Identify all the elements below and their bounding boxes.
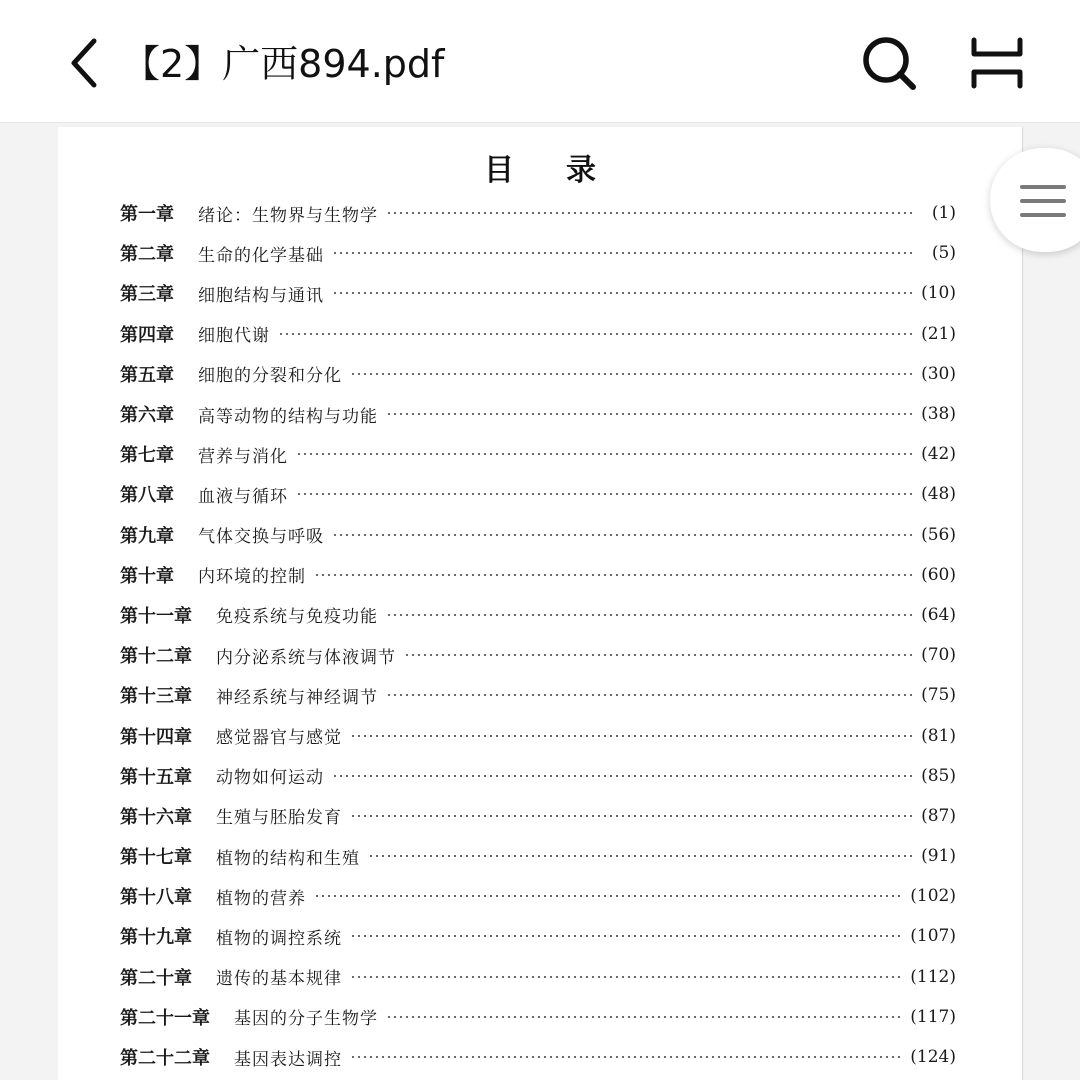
- toc-chapter-number: 第四章: [120, 324, 174, 346]
- toc-chapter-title: 植物的调控系统: [216, 928, 342, 949]
- toc-chapter-title: 高等动物的结构与功能: [198, 406, 378, 427]
- toc-row[interactable]: [120, 836, 956, 876]
- toc-chapter-number: 第十四章: [120, 726, 192, 748]
- toc-page-number: (1): [931, 203, 956, 224]
- toc-chapter-number: 第二十章: [120, 967, 192, 989]
- toc-chapter-number: 第十一章: [120, 605, 192, 627]
- toc-dot-leader: [386, 413, 913, 415]
- toc-dot-leader: [332, 292, 913, 294]
- toc-chapter-number: 第十六章: [120, 806, 192, 828]
- toc-chapter-title: 细胞的分裂和分化: [198, 366, 342, 387]
- toc-chapter-title: 气体交换与呼吸: [198, 527, 324, 548]
- toc-row[interactable]: [120, 273, 956, 313]
- toc-dot-leader: [332, 534, 913, 536]
- toc-chapter-number: 第十八章: [120, 887, 192, 909]
- top-toolbar: [0, 0, 1080, 123]
- toc-chapter-number: 第六章: [120, 405, 174, 427]
- toc-page-number: (75): [921, 685, 956, 706]
- toc-page-number: (56): [921, 524, 956, 545]
- toc-row[interactable]: [120, 555, 956, 595]
- toc-chapter-title: 神经系统与神经调节: [216, 687, 378, 708]
- back-arrow-icon: [64, 35, 104, 91]
- toc-page-number: (112): [910, 966, 956, 987]
- toc-dot-leader: [404, 654, 913, 656]
- toc-page-number: (48): [921, 484, 956, 505]
- toc-row[interactable]: [120, 796, 956, 836]
- fit-width-icon: [968, 36, 1026, 90]
- toc-chapter-number: 第二章: [120, 244, 174, 266]
- toc-page-number: (42): [921, 444, 956, 465]
- toc-chapter-number: 第十三章: [120, 686, 192, 708]
- toc-dot-leader: [350, 373, 913, 375]
- toc-chapter-number: 第十九章: [120, 927, 192, 949]
- toc-chapter-title: 基因表达调控: [234, 1049, 342, 1070]
- toc-row[interactable]: [120, 474, 956, 514]
- toc-page-number: (117): [910, 1006, 956, 1027]
- pdf-viewer[interactable]: [0, 123, 1080, 1080]
- toc-chapter-number: 第三章: [120, 284, 174, 306]
- toc-page-number: (5): [931, 243, 956, 264]
- toc-dot-leader: [350, 935, 902, 937]
- toc-page-number: (91): [921, 846, 956, 867]
- toc-dot-leader: [278, 333, 913, 335]
- toc-row[interactable]: [120, 434, 956, 474]
- toc-dot-leader: [332, 252, 914, 254]
- toc-dot-leader: [350, 815, 913, 817]
- toc-page-number: (10): [921, 283, 956, 304]
- toc-chapter-title: 内分泌系统与体液调节: [216, 647, 396, 668]
- toc-row[interactable]: [120, 957, 956, 997]
- search-button[interactable]: [856, 30, 922, 96]
- toc-page-number: (87): [921, 805, 956, 826]
- toc-chapter-number: 第十五章: [120, 766, 192, 788]
- toc-chapter-title: 动物如何运动: [216, 768, 324, 789]
- toc-dot-leader: [314, 895, 902, 897]
- toc-page-number: (107): [910, 926, 956, 947]
- toc-chapter-number: 第一章: [120, 204, 174, 226]
- toc-row[interactable]: [120, 715, 956, 755]
- menu-lines-icon: [1020, 184, 1066, 218]
- toc-chapter-title: 血液与循环: [198, 486, 288, 507]
- toc-row[interactable]: [120, 756, 956, 796]
- toc-chapter-number: 第五章: [120, 364, 174, 386]
- toc-chapter-title: 细胞代谢: [198, 326, 270, 347]
- toc-row[interactable]: [120, 997, 956, 1037]
- pdf-page: [58, 127, 1023, 1080]
- toc-chapter-title: 生命的化学基础: [198, 245, 324, 266]
- toc-dot-leader: [314, 574, 913, 576]
- toc-chapter-number: 第七章: [120, 445, 174, 467]
- document-title: 【2】广西894.pdf: [122, 42, 445, 86]
- toc-row[interactable]: [120, 515, 956, 555]
- toc-page-number: (102): [910, 886, 956, 907]
- toc-chapter-title: 绪论：生物界与生物学: [198, 205, 378, 226]
- toc-chapter-number: 第八章: [120, 485, 174, 507]
- toc-chapter-title: 免疫系统与免疫功能: [216, 607, 378, 628]
- toc-row[interactable]: [120, 394, 956, 434]
- toc-chapter-title: 内环境的控制: [198, 567, 306, 588]
- toc-row[interactable]: [120, 354, 956, 394]
- toc-dot-leader: [296, 453, 913, 455]
- toc-row[interactable]: [120, 595, 956, 635]
- page-heading: 目录: [484, 153, 648, 188]
- toc-dot-leader: [350, 976, 902, 978]
- toc-chapter-number: 第二十一章: [120, 1007, 210, 1029]
- toc-dot-leader: [386, 694, 913, 696]
- toc-chapter-title: 遗传的基本规律: [216, 969, 342, 990]
- toc-chapter-title: 感觉器官与感觉: [216, 728, 342, 749]
- back-button[interactable]: [56, 30, 112, 96]
- toc-dot-leader: [368, 855, 913, 857]
- toc-row[interactable]: [120, 876, 956, 916]
- fit-width-button[interactable]: [962, 30, 1032, 96]
- toc-chapter-title: 植物的结构和生殖: [216, 848, 360, 869]
- toc-page-number: (30): [921, 363, 956, 384]
- toc-page-number: (64): [921, 604, 956, 625]
- toc-chapter-number: 第九章: [120, 525, 174, 547]
- search-icon: [859, 33, 919, 93]
- toc-row[interactable]: [120, 916, 956, 956]
- toc-chapter-title: 营养与消化: [198, 446, 288, 467]
- toc-row[interactable]: [120, 193, 956, 233]
- toc-dot-leader: [386, 212, 914, 214]
- toc-chapter-title: 基因的分子生物学: [234, 1009, 378, 1030]
- toc-row[interactable]: [120, 635, 956, 675]
- toc-dot-leader: [350, 735, 913, 737]
- toc-chapter-title: 细胞结构与通讯: [198, 285, 324, 306]
- toc-dot-leader: [350, 1056, 902, 1058]
- toc-page-number: (38): [921, 404, 956, 425]
- toc-dot-leader: [296, 493, 913, 495]
- toc-page-number: (60): [921, 564, 956, 585]
- toc-page-number: (70): [921, 645, 956, 666]
- toc-chapter-title: 植物的营养: [216, 888, 306, 909]
- toc-page-number: (81): [921, 725, 956, 746]
- table-of-contents: [120, 193, 956, 1077]
- toc-dot-leader: [386, 1016, 902, 1018]
- toc-row[interactable]: [120, 675, 956, 715]
- toc-row[interactable]: [120, 233, 956, 273]
- toc-dot-leader: [332, 775, 913, 777]
- toc-chapter-title: 生殖与胚胎发育: [216, 808, 342, 829]
- toc-row[interactable]: [120, 314, 956, 354]
- toc-chapter-number: 第十二章: [120, 646, 192, 668]
- toc-page-number: (21): [921, 323, 956, 344]
- toc-page-number: (85): [921, 765, 956, 786]
- toc-dot-leader: [386, 614, 913, 616]
- toc-chapter-number: 第十七章: [120, 847, 192, 869]
- toc-page-number: (124): [910, 1047, 956, 1068]
- toc-row[interactable]: [120, 1037, 956, 1077]
- toc-chapter-number: 第二十二章: [120, 1048, 210, 1070]
- toc-chapter-number: 第十章: [120, 565, 174, 587]
